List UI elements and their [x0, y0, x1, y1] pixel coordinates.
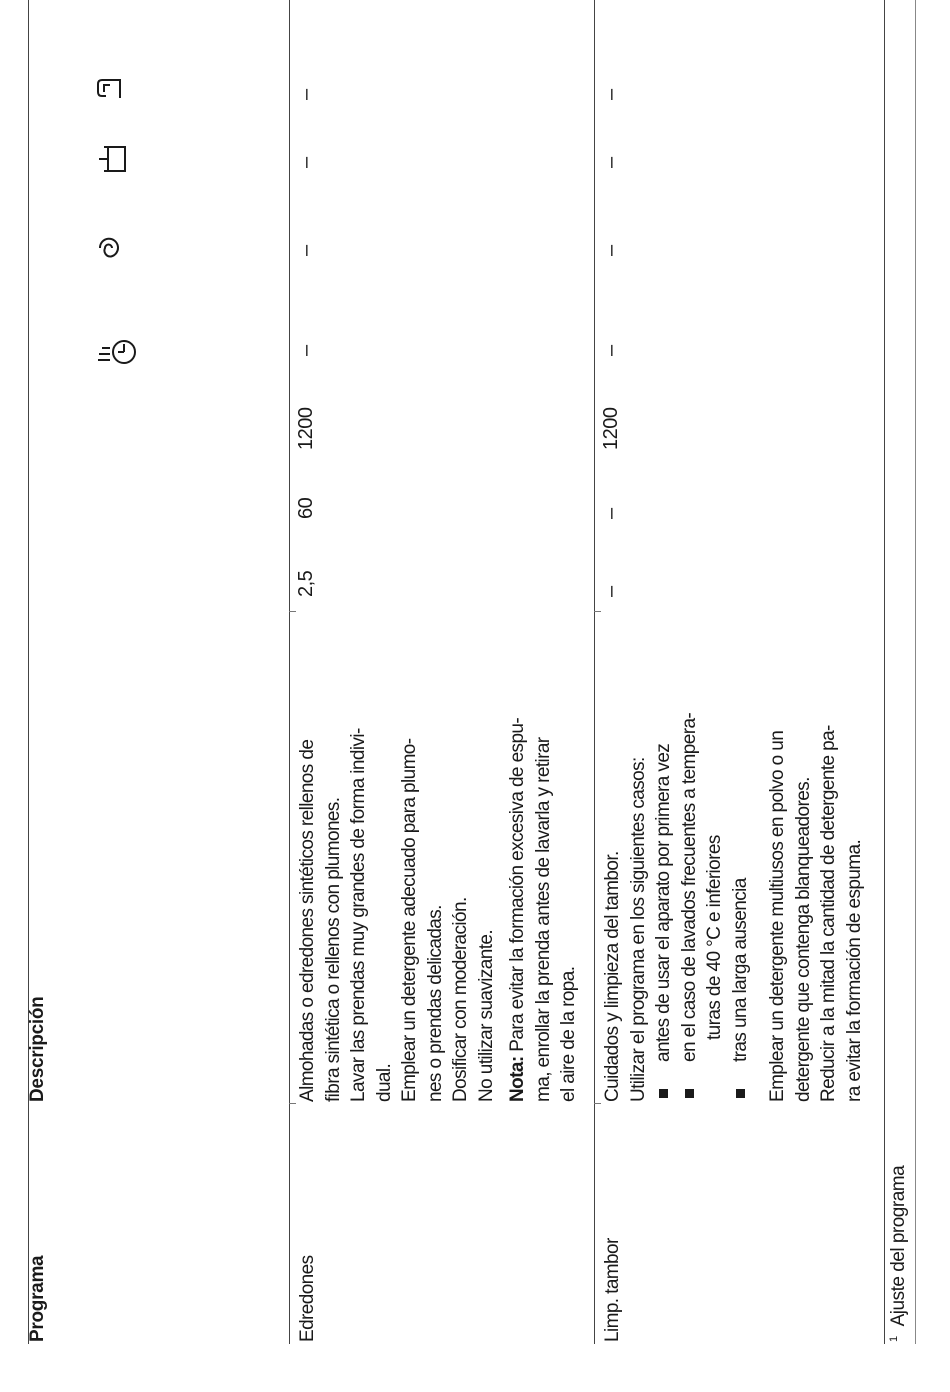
paragraph-gap: [753, 542, 765, 1102]
max-load-value: 2,5: [295, 570, 317, 597]
note-line: [505, 542, 531, 1102]
program-description: [295, 542, 582, 1102]
description-line: Almohadas o edredones sintéticos rellenos de: [297, 739, 318, 1102]
row-divider: [594, 0, 595, 1344]
bullet-marker: [736, 1089, 745, 1098]
description-line: Emplear un detergente multiusos en polvo o un: [767, 730, 788, 1102]
spin-icon: [97, 236, 121, 260]
bullet-marker: [659, 1089, 668, 1098]
bullet-item: [728, 542, 754, 1102]
footnote-marker: 1: [888, 1336, 900, 1342]
max-load-value: –: [600, 586, 622, 597]
option-value: –: [295, 245, 317, 256]
description-line: fibra sintética o rellenos con plumones.: [322, 797, 344, 1102]
note-text: Para evitar la formación excesiva de espu-: [507, 717, 528, 1057]
bullet-text: tras una larga ausencia: [729, 878, 751, 1062]
note-label: Nota:: [507, 1056, 528, 1102]
bullet-item: [651, 542, 677, 1102]
description-line: ma, enrollar la prenda antes de lavarla y retirar: [532, 737, 554, 1102]
bullet-text: en el caso de lavados frecuentes a tempera-: [678, 712, 700, 1062]
description-line: detergente que contenga blanqueadores.: [792, 777, 814, 1102]
column-tick: [594, 1103, 601, 1104]
option-value: –: [600, 89, 622, 100]
description-line: Utilizar el programa en los siguientes casos:: [627, 757, 649, 1102]
description-line: Reducir a la mitad la cantidad de detergente pa-: [818, 725, 839, 1102]
easy-iron-icon: [96, 78, 122, 100]
footnote-text: Ajuste del programa: [888, 1165, 909, 1327]
option-value: –: [295, 345, 317, 356]
footnote: [888, 1166, 910, 1342]
option-value: –: [600, 157, 622, 168]
description-line: nes o prendas delicadas.: [424, 905, 446, 1102]
description-line: el aire de la ropa.: [558, 966, 579, 1102]
description-line: ra evitar la formación de espuma.: [843, 839, 865, 1102]
description-line: Emplear un detergente adecuado para plumo-: [399, 738, 420, 1102]
program-description: [600, 542, 867, 1102]
option-value: –: [600, 345, 622, 356]
description-line: Dosificar con moderación.: [450, 897, 471, 1102]
table-top-rule: [28, 0, 29, 1344]
description-line: No utilizar suavizante.: [475, 929, 497, 1102]
column-tick: [289, 1103, 296, 1104]
program-name: Limp. tambor: [602, 1238, 623, 1342]
program-name: Edredones: [297, 1255, 318, 1342]
bullet-item: [677, 542, 703, 1102]
row-divider: [289, 0, 290, 1344]
option-value: –: [600, 245, 622, 256]
bullet-continuation: turas de 40 °C e inferiores: [704, 835, 725, 1040]
description-line: dual.: [373, 1063, 395, 1102]
temperature-value: 60: [295, 497, 317, 519]
option-value: –: [295, 157, 317, 168]
header-description: Descripción: [27, 996, 48, 1102]
quick-wash-timer-icon: [96, 334, 140, 364]
description-line: Cuidados y limpieza del tambor.: [602, 851, 623, 1102]
spin-speed-value: 1200: [295, 407, 317, 450]
spin-speed-value: 1200: [600, 407, 622, 450]
bullet-marker: [685, 1089, 694, 1098]
description-line: Lavar las prendas muy grandes de forma indivi-: [348, 728, 369, 1102]
footnote-rule: [915, 0, 916, 1344]
rinse-hold-icon: [98, 144, 128, 174]
header-program: Programa: [27, 1255, 48, 1342]
table-bottom-rule: [884, 0, 885, 1344]
option-value: –: [295, 89, 317, 100]
bullet-text: antes de usar el aparato por primera vez: [653, 743, 674, 1062]
temperature-value: –: [600, 508, 622, 519]
